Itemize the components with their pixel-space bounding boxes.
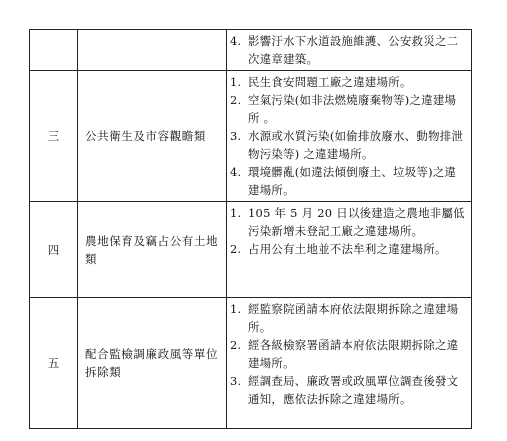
- item-number: 2.: [230, 242, 242, 256]
- item-text: 105 年 5 月 20 日以後建造之農地非屬低污染新增未登記工廠之違建場所。: [248, 206, 465, 238]
- item-number: 2.: [230, 93, 242, 107]
- category-cell: 配合監檢調廉政風等單位拆除類: [78, 298, 227, 429]
- list-item: [230, 127, 467, 163]
- violation-category-table: [29, 29, 472, 429]
- items-cell: [227, 298, 472, 429]
- category-cell: 農地保育及竊占公有土地類: [78, 202, 227, 298]
- list-item: [230, 240, 467, 258]
- item-text: 經各級檢察署函請本府依法限期拆除之違建場所。: [248, 338, 459, 370]
- item-number: 1.: [230, 206, 242, 220]
- list-item: [230, 300, 467, 336]
- item-text: 民生食安問題工廠之違建場所。: [248, 75, 412, 89]
- item-number: 4.: [230, 165, 242, 179]
- item-number: 4.: [230, 34, 242, 48]
- list-item: [230, 73, 467, 91]
- items-cell: [227, 202, 472, 298]
- item-text: 水源或水質污染(如偷排放廢水、動物排泄物污染等) 之違建場所。: [248, 129, 464, 161]
- item-text: 空氣污染(如非法燃燒廢棄物等)之違建場所 。: [248, 93, 457, 125]
- table-row: [30, 202, 472, 298]
- table-row: [30, 298, 472, 429]
- row-number-cell: 三: [30, 71, 78, 202]
- items-cell: [227, 71, 472, 202]
- item-text: 占用公有土地並不法牟利之違建場所。: [248, 242, 447, 256]
- item-text: 經監察院函請本府依法限期拆除之違建場所。: [248, 302, 459, 334]
- items-cell: [227, 30, 472, 71]
- category-cell: [78, 30, 227, 71]
- row-number-cell: 四: [30, 202, 78, 298]
- item-text: 經調查局、廉政署或政風單位調查後發文通知，應依法拆除之違建場所。: [248, 374, 459, 406]
- item-text: 環境髒亂(如違法傾倒廢土、垃圾等)之違建場所。: [248, 165, 457, 197]
- item-number: 2.: [230, 338, 242, 352]
- category-cell: 公共衛生及市容觀瞻類: [78, 71, 227, 202]
- list-item: [230, 204, 467, 240]
- item-number: 1.: [230, 75, 242, 89]
- row-number-cell: 五: [30, 298, 78, 429]
- list-item: [230, 163, 467, 199]
- list-item: [230, 372, 467, 408]
- table-row: [30, 30, 472, 71]
- row-number-cell: [30, 30, 78, 71]
- item-number: 3.: [230, 129, 242, 143]
- item-text: 影響汙水下水道設施維護、公安救災之二次違章建築。: [248, 34, 459, 66]
- list-item: [230, 32, 467, 68]
- item-number: 1.: [230, 302, 242, 316]
- table-row: [30, 71, 472, 202]
- list-item: [230, 91, 467, 127]
- item-number: 3.: [230, 374, 242, 388]
- list-item: [230, 336, 467, 372]
